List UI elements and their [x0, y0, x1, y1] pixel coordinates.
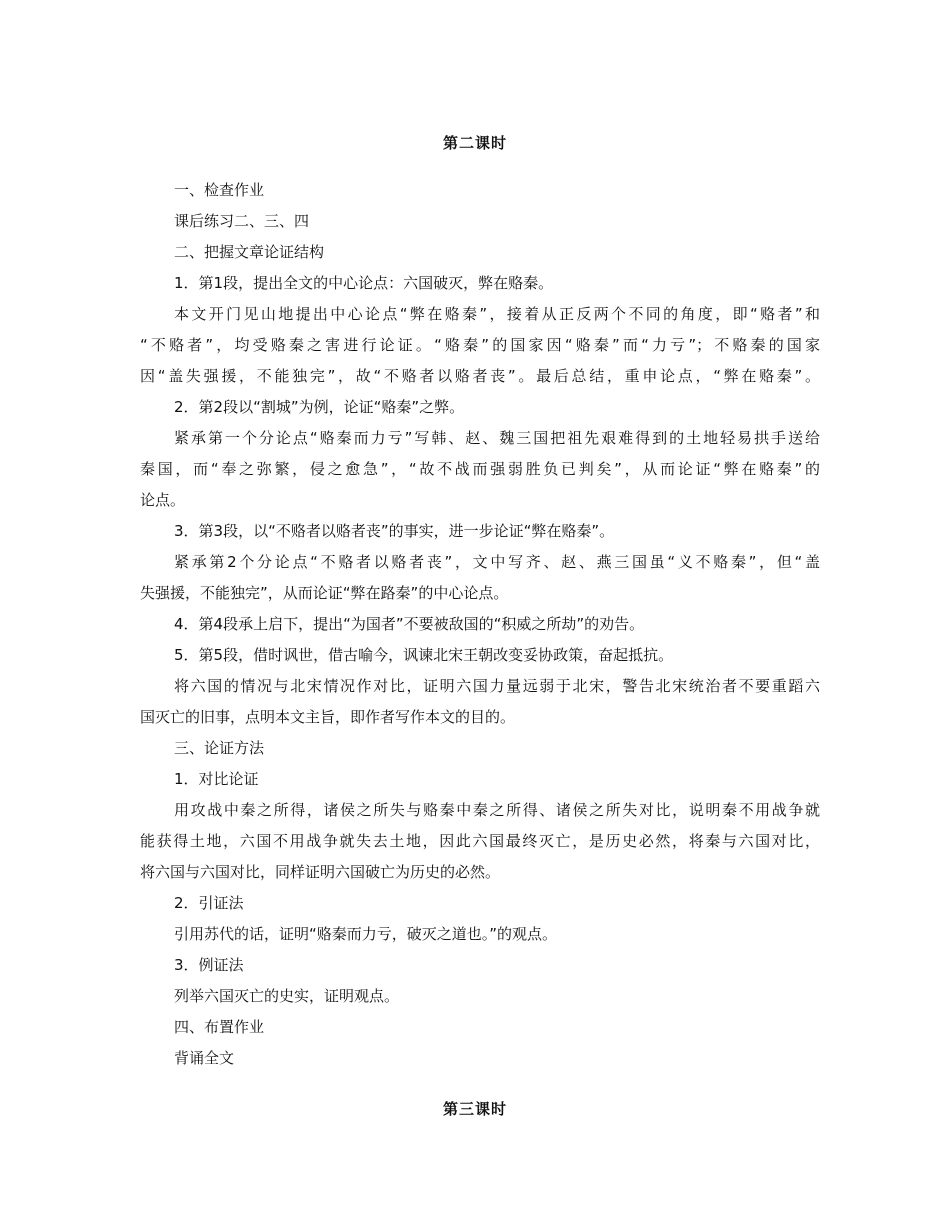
paragraph-line: 1．对比论证	[174, 770, 259, 788]
paragraph-line: “不赂者”，均受赂秦之害进行论证。“赂秦”的国家因“赂秦”而“力亏”；不赂秦的国家	[140, 336, 820, 354]
section-argument-methods: 三、论证方法	[174, 739, 265, 757]
paragraph-line: 将六国与六国对比，同样证明六国破亡为历史的必然。	[140, 863, 501, 881]
paragraph-line: 背诵全文	[174, 1049, 235, 1067]
paragraph-line: 5．第5段，借时讽世，借古喻今，讽谏北宋王朝改变妥协政策，奋起抵抗。	[174, 646, 674, 664]
paragraph-line: 引用苏代的话，证明“赂秦而力亏，破灭之道也。”的观点。	[174, 925, 558, 943]
paragraph-line: 2．第2段以“割城”为例，论证“赂秦”之弊。	[174, 398, 465, 416]
paragraph-line: 紧承第2个分论点“不赂者以赂者丧”，文中写齐、赵、燕三国虽“义不赂秦”，但“盖	[174, 553, 820, 571]
paragraph-line: 3．第3段，以“不赂者以赂者丧”的事实，进一步论证“弊在赂秦”。	[174, 522, 615, 540]
paragraph-line: 列举六国灭亡的史实，证明观点。	[174, 987, 400, 1005]
section-heading-lesson-2: 第二课时	[442, 134, 507, 152]
paragraph-line: 失强援，不能独完”，从而论证“弊在路秦”的中心论点。	[140, 584, 509, 602]
paragraph-line: 秦国，而“奉之弥繁，侵之愈急”，“故不战而强弱胜负已判矣”，从而论证“弊在赂秦”的	[140, 460, 820, 478]
section-check-homework: 一、检查作业	[174, 181, 265, 199]
paragraph-line: 论点。	[140, 491, 186, 509]
paragraph-line: 课后练习二、三、四	[174, 212, 310, 230]
paragraph-line: 因“盖失强援，不能独完”，故“不赂者以赂者丧”。最后总结，重申论点，“弊在赂秦”。	[140, 367, 820, 385]
paragraph-line: 1．第1段，提出全文的中心论点：六国破灭，弊在赂秦。	[174, 274, 554, 292]
paragraph-line: 2．引证法	[174, 894, 244, 912]
section-heading-lesson-3: 第三课时	[442, 1100, 507, 1118]
paragraph-line: 紧承第一个分论点“赂秦而力亏”写韩、赵、魏三国把祖先艰难得到的土地轻易拱手送给	[174, 429, 820, 447]
paragraph-line: 国灭亡的旧事，点明本文主旨，即作者写作本文的目的。	[140, 708, 516, 726]
paragraph-line: 用攻战中秦之所得，诸侯之所失与赂秦中秦之所得、诸侯之所失对比，说明秦不用战争就	[174, 801, 820, 819]
section-argument-structure: 二、把握文章论证结构	[174, 243, 325, 261]
paragraph-line: 4．第4段承上启下，提出“为国者”不要被敌国的“积威之所劫”的劝告。	[174, 615, 645, 633]
section-assign-homework: 四、布置作业	[174, 1018, 265, 1036]
paragraph-line: 能获得土地，六国不用战争就失去土地，因此六国最终灭亡，是历史必然，将秦与六国对比，	[140, 832, 820, 850]
paragraph-line: 3．例证法	[174, 956, 244, 974]
paragraph-line: 本文开门见山地提出中心论点“弊在赂秦”，接着从正反两个不同的角度，即“赂者”和	[174, 305, 820, 323]
paragraph-line: 将六国的情况与北宋情况作对比，证明六国力量远弱于北宋，警告北宋统治者不要重蹈六	[174, 677, 820, 695]
